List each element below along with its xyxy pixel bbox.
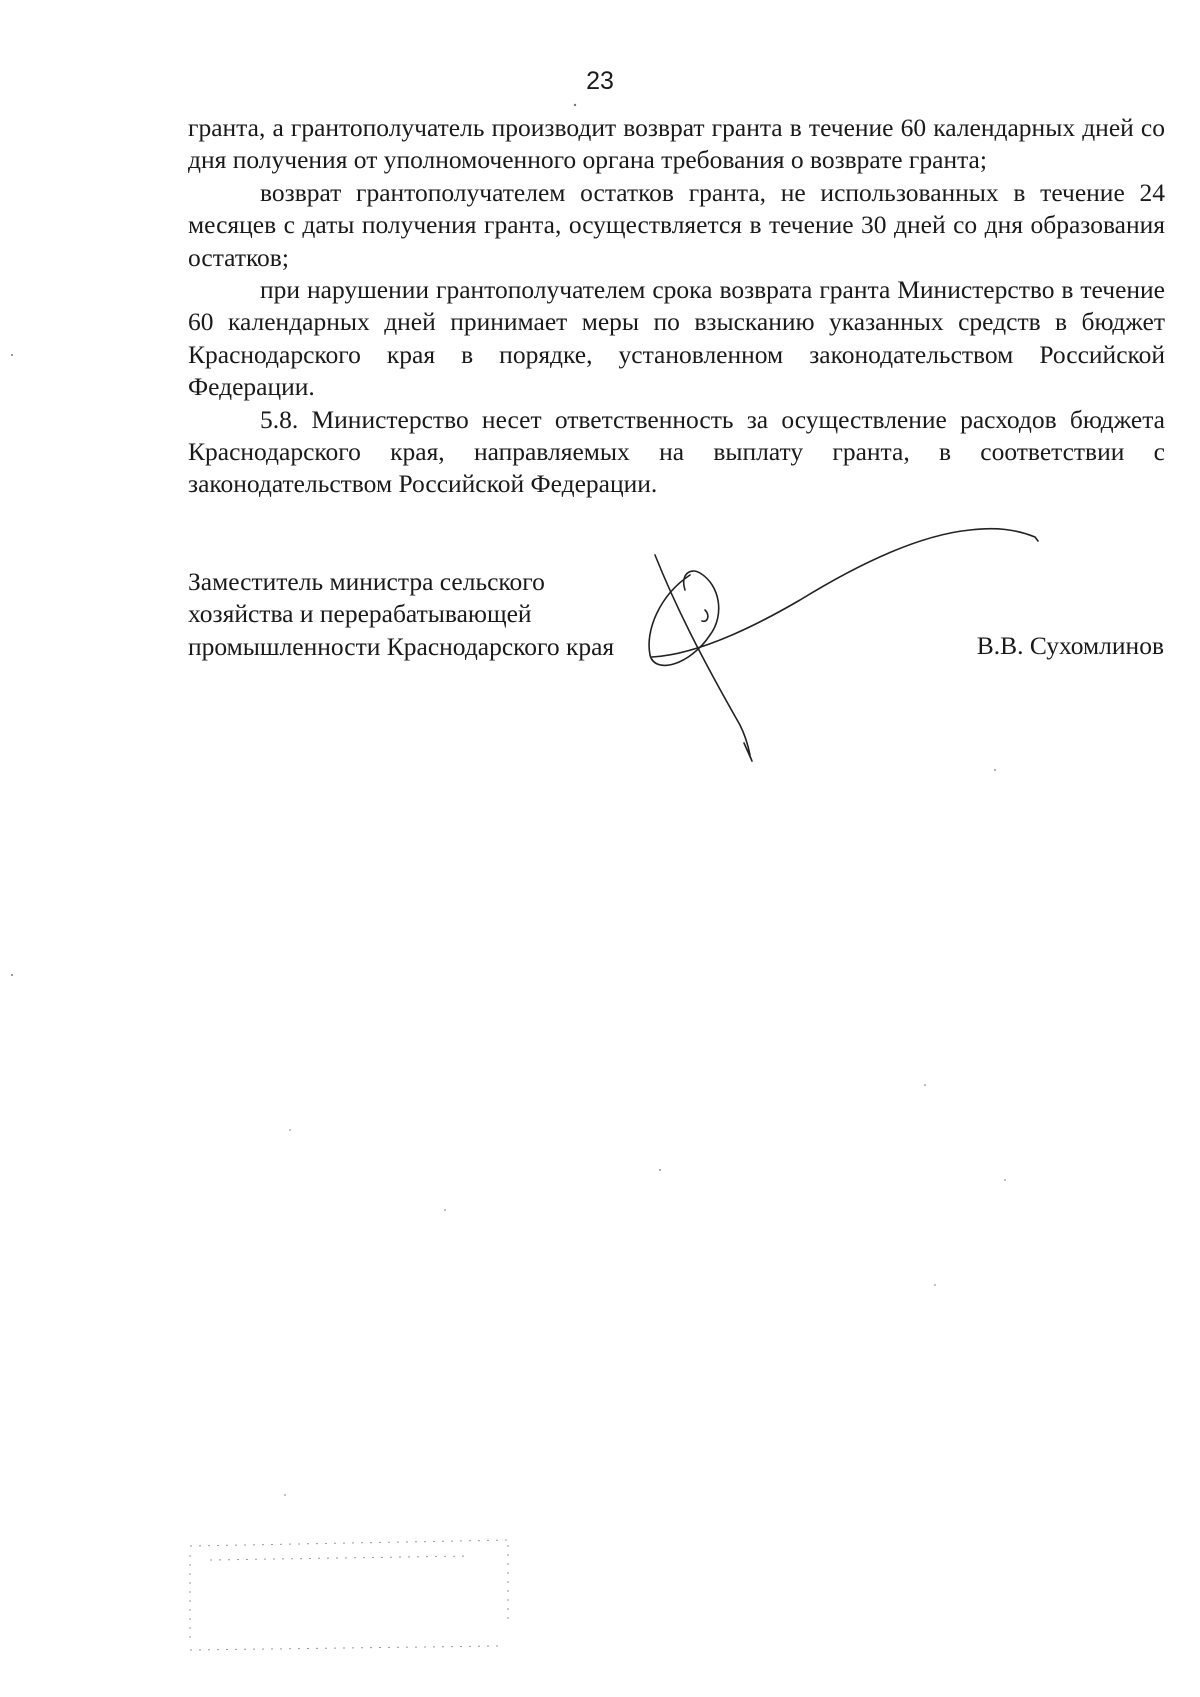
page-number: 23 (586, 67, 614, 95)
signatory-title (188, 566, 614, 663)
paragraph: возврат грантополучателем остатков гранта, не использованных в течение 24 месяцев с даты получения гранта, осуществляется в течение 30 дней со дня образования остатков; (188, 177, 1165, 272)
paragraph: гранта, а грантополучатель производит возврат гранта в течение 60 календарных дней со дня получения от уполномоченного органа требования о возврате гранта; (188, 113, 1165, 175)
signatory-name: В.В. Сухомлинов (976, 631, 1164, 660)
handwritten-signature (630, 515, 1070, 775)
signatory-title-line: хозяйства и перерабатывающей (188, 599, 532, 629)
paragraph: 5.8. Министерство несет ответственность за осуществление расходов бюджета Краснодарского края, направляемых на выплату гранта, в соответствии с законодательством Российской Федерации. (188, 404, 1165, 499)
paragraph: при нарушении грантополучателем срока возврата гранта Министерство в течение 60 календарных дней принимает меры по взысканию указанных средств в бюджет Краснодарского края в порядке, установленном законодательством Российской Федерации. (188, 275, 1165, 402)
signatory-title-line: Заместитель министра сельского (188, 567, 545, 596)
signatory-title-line: промышленности Краснодарского края (188, 631, 615, 661)
document-body (188, 112, 1165, 501)
